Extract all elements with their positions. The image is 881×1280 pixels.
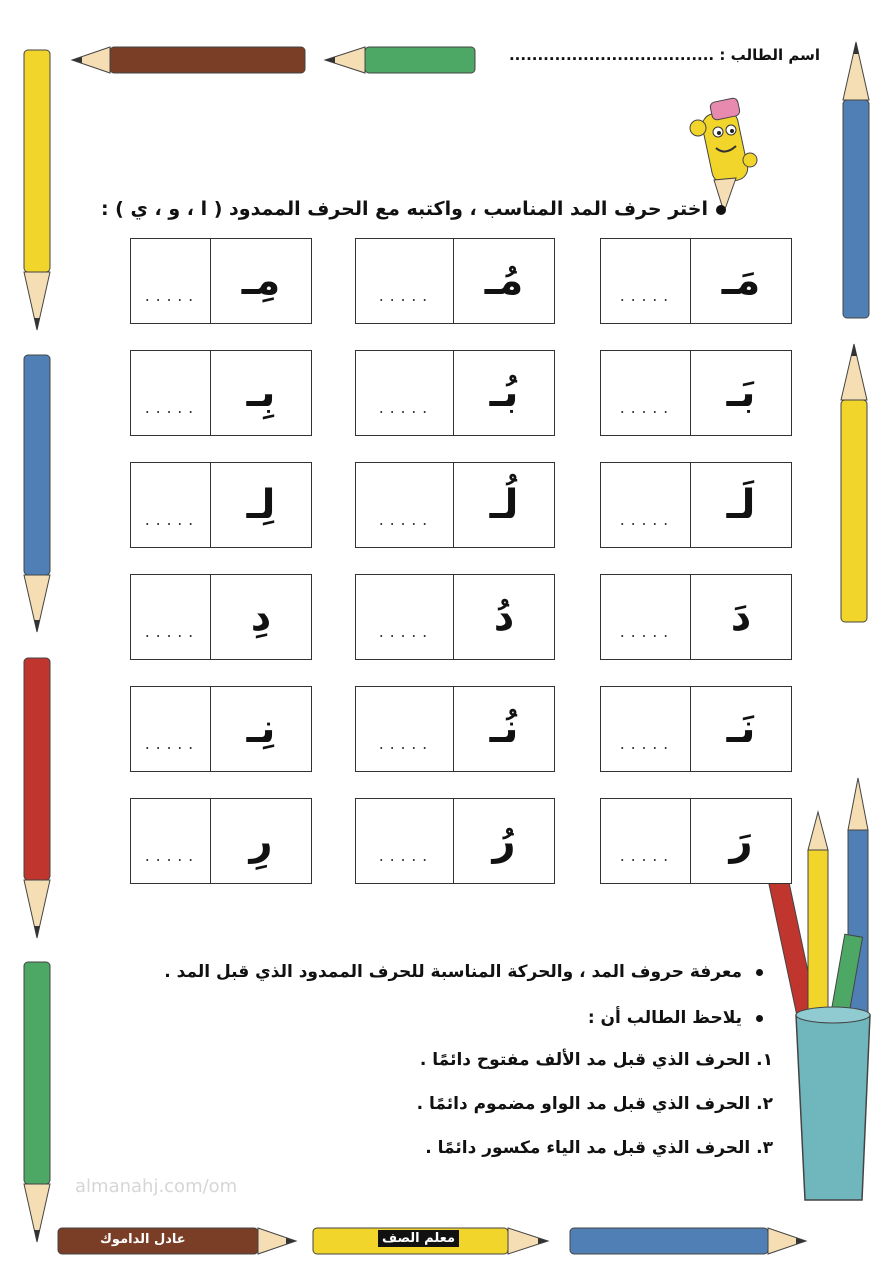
letter-with-haraka: بُـ <box>453 351 554 435</box>
exercise-cell-kasra <box>130 686 312 772</box>
answer-blank[interactable]: ..... <box>143 290 198 305</box>
note-item-2: ٢. الحرف الذي قبل مد الواو مضموم دائمًا . <box>416 1094 773 1114</box>
note-item-1: ١. الحرف الذي قبل مد الألف مفتوح دائمًا . <box>419 1050 773 1070</box>
instruction-text: اختر حرف المد المناسب ، واكتبه مع الحرف الممدود ( ا ، و ، ي ) : <box>100 198 708 220</box>
letter-with-haraka: نَـ <box>690 687 791 771</box>
student-name-label: اسم الطالب : <box>719 46 820 64</box>
exercise-cell-damma <box>355 686 555 772</box>
letter-with-haraka: رُ <box>453 799 554 883</box>
bullet-icon <box>756 969 763 976</box>
exercise-cell-kasra <box>130 798 312 884</box>
pencil-icon <box>843 42 869 318</box>
exercise-cell-damma <box>355 798 555 884</box>
letter-with-haraka: بَـ <box>690 351 791 435</box>
exercise-cell-kasra <box>130 574 312 660</box>
exercise-cell-fatha <box>600 686 792 772</box>
note-bullet-1: معرفة حروف المد ، والحركة المناسبة للحرف الممدود الذي قبل المد . <box>164 962 763 982</box>
pencil-icon <box>24 962 50 1242</box>
exercise-cell-kasra <box>130 350 312 436</box>
answer-blank[interactable]: ..... <box>377 850 432 865</box>
exercise-cell-fatha <box>600 798 792 884</box>
student-name-dots: .................................... <box>508 46 715 64</box>
note-item-3: ٣. الحرف الذي قبل مد الياء مكسور دائمًا . <box>425 1138 773 1158</box>
pencil-icon <box>570 1228 806 1254</box>
answer-blank[interactable]: ..... <box>377 514 432 529</box>
letter-with-haraka: دُ <box>453 575 554 659</box>
exercise-cell-damma <box>355 462 555 548</box>
letter-with-haraka: لُـ <box>453 463 554 547</box>
exercise-cell-fatha <box>600 350 792 436</box>
letter-with-haraka: دَ <box>690 575 791 659</box>
instruction-heading <box>86 198 726 232</box>
watermark: almanahj.com/om <box>75 1176 238 1197</box>
exercise-cell-fatha <box>600 238 792 324</box>
answer-blank[interactable]: ..... <box>143 626 198 641</box>
answer-blank[interactable]: ..... <box>618 850 673 865</box>
teacher-label: معلم الصف <box>378 1230 459 1247</box>
pencil-icon <box>72 47 305 73</box>
letter-with-haraka: رَ <box>690 799 791 883</box>
pencil-icon <box>325 47 475 73</box>
exercise-cell-damma <box>355 574 555 660</box>
pencil-icon <box>24 355 50 632</box>
letter-with-haraka: نُـ <box>453 687 554 771</box>
exercise-cell-kasra <box>130 462 312 548</box>
letter-with-haraka: نِـ <box>210 687 311 771</box>
answer-blank[interactable]: ..... <box>143 514 198 529</box>
exercise-cell-fatha <box>600 462 792 548</box>
pencil-mascot-icon <box>690 97 757 212</box>
exercise-cell-fatha <box>600 574 792 660</box>
pencil-icon <box>24 50 50 330</box>
answer-blank[interactable]: ..... <box>377 626 432 641</box>
bullet-icon <box>716 205 726 215</box>
exercise-cell-damma <box>355 350 555 436</box>
bullet-icon <box>756 1015 763 1022</box>
letter-with-haraka: لِـ <box>210 463 311 547</box>
author-name: عادل الداموك <box>100 1232 186 1247</box>
letter-with-haraka: لَـ <box>690 463 791 547</box>
pencil-icon <box>841 344 867 622</box>
note-bullet-2: يلاحظ الطالب أن : <box>588 1008 763 1028</box>
answer-blank[interactable]: ..... <box>143 402 198 417</box>
exercise-cell-damma <box>355 238 555 324</box>
answer-blank[interactable]: ..... <box>618 402 673 417</box>
answer-blank[interactable]: ..... <box>143 850 198 865</box>
letter-with-haraka: رِ <box>210 799 311 883</box>
letter-with-haraka: مَـ <box>690 239 791 323</box>
letter-with-haraka: دِ <box>210 575 311 659</box>
exercise-cell-kasra <box>130 238 312 324</box>
answer-blank[interactable]: ..... <box>377 738 432 753</box>
letter-with-haraka: مِـ <box>210 239 311 323</box>
student-name-field[interactable] <box>495 46 820 76</box>
answer-blank[interactable]: ..... <box>618 738 673 753</box>
letter-with-haraka: مُـ <box>453 239 554 323</box>
answer-blank[interactable]: ..... <box>377 402 432 417</box>
answer-blank[interactable]: ..... <box>618 626 673 641</box>
letter-with-haraka: بِـ <box>210 351 311 435</box>
answer-blank[interactable]: ..... <box>377 290 432 305</box>
answer-blank[interactable]: ..... <box>618 290 673 305</box>
pencil-icon <box>24 658 50 938</box>
answer-blank[interactable]: ..... <box>618 514 673 529</box>
answer-blank[interactable]: ..... <box>143 738 198 753</box>
